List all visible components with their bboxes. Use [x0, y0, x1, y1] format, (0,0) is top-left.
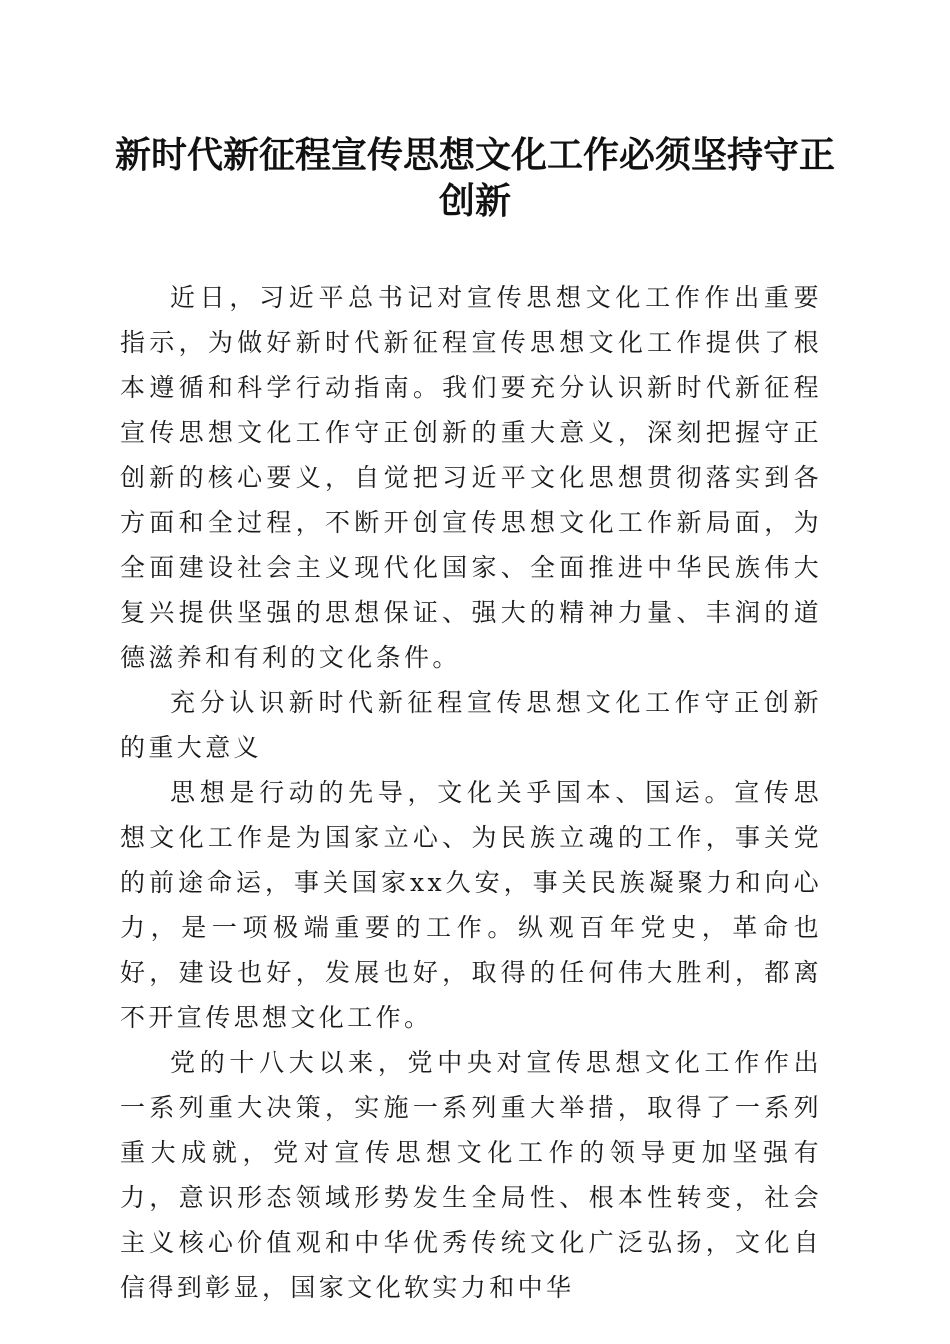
paragraph-eighteenth-congress: 党的十八大以来，党中央对宣传思想文化工作作出一系列重大决策，实施一系列重大举措，取得了一系列重大成就，党对宣传思想文化工作的领导更加坚强有力，意识形态领域形势发生全局性、根本性转变，社会主义核心价值观和中华优秀传统文化广泛弘扬，文化自信得到彰显，国家文化软实力和中华: [120, 1048, 822, 1302]
paragraph-intro: 近日，习近平总书记对宣传思想文化工作作出重要指示，为做好新时代新征程宣传思想文化工作提供了根本遵循和科学行动指南。我们要充分认识新时代新征程宣传思想文化工作守正创新的重大意义，深刻把握守正创新的核心要义，自觉把习近平文化思想贯彻落实到各方面和全过程，不断开创宣传思想文化工作新局面，为全面建设社会主义现代化国家、全面推进中华民族伟大复兴提供坚强的思想保证、强大的精神力量、丰润的道德滋养和有利的文化条件。: [120, 283, 822, 672]
paragraph-section-heading: 充分认识新时代新征程宣传思想文化工作守正创新的重大意义: [120, 688, 822, 762]
document-body: [120, 275, 822, 1310]
document-title: 新时代新征程宣传思想文化工作必须坚持守正创新: [114, 134, 835, 222]
paragraph-thought: 思想是行动的先导，文化关乎国本、国运。宣传思想文化工作是为国家立心、为民族立魂的工作，事关党的前途命运，事关国家xx久安，事关民族凝聚力和向心力，是一项极端重要的工作。纵观百年党史，革命也好，建设也好，发展也好，取得的任何伟大胜利，都离不开宣传思想文化工作。: [120, 778, 822, 1032]
